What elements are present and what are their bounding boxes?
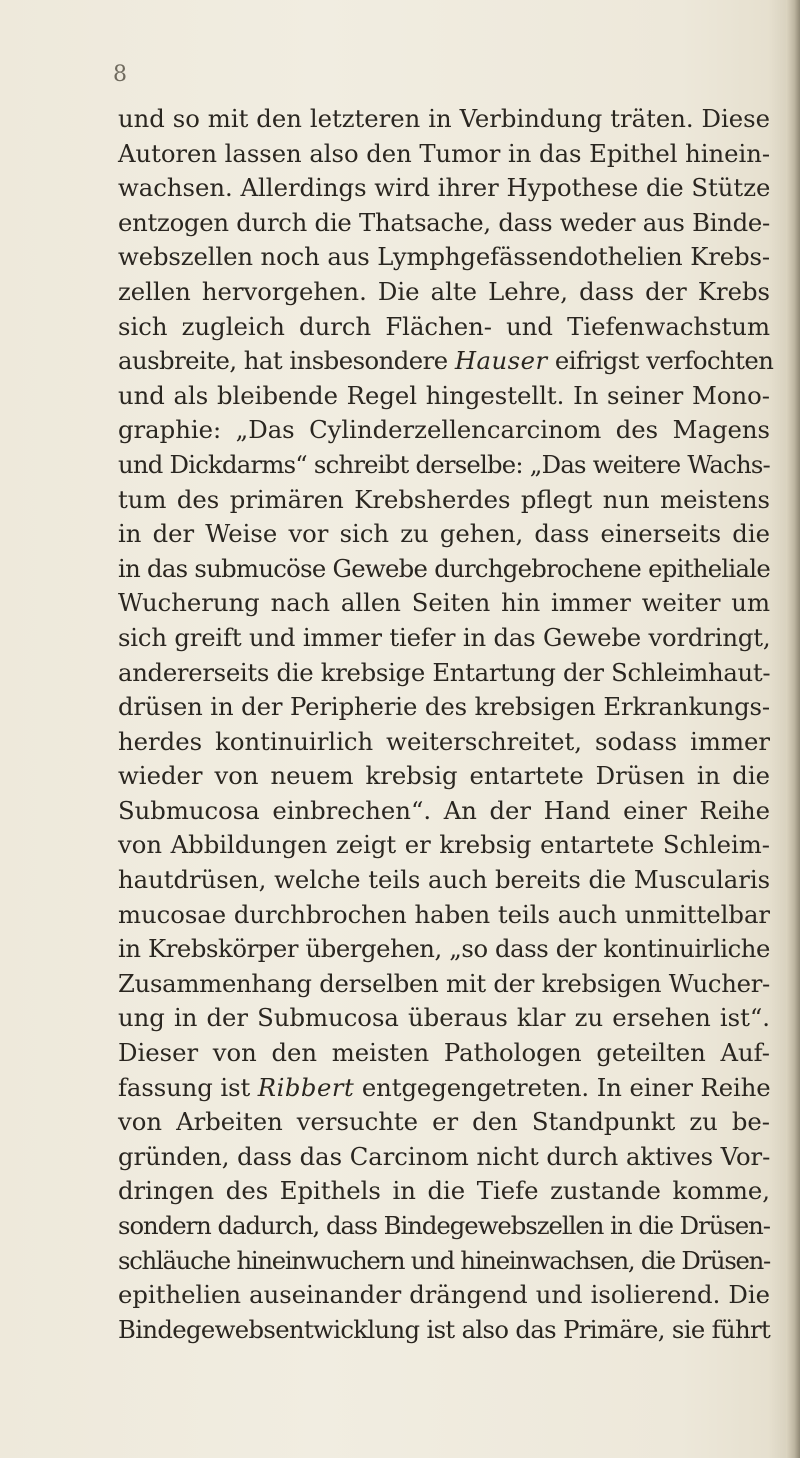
text-line bbox=[118, 1313, 770, 1348]
body-text bbox=[118, 102, 774, 1347]
text-line bbox=[118, 759, 770, 794]
text-line bbox=[118, 898, 770, 933]
text-span: fassung ist bbox=[118, 1072, 258, 1102]
text-line bbox=[118, 1209, 770, 1244]
text-span: drüsen in der Peripherie des krebsigen Erkrankungs- bbox=[118, 692, 770, 722]
text-line bbox=[118, 1036, 770, 1071]
text-line bbox=[118, 863, 770, 898]
text-line bbox=[118, 586, 770, 621]
text-span: Dieser von den meisten Pathologen geteilten Auf- bbox=[118, 1038, 770, 1068]
text-line bbox=[118, 725, 770, 760]
text-span: ausbreite, hat insbesondere bbox=[118, 346, 455, 376]
text-span: epithelien auseinander drängend und isolierend. Die bbox=[118, 1280, 770, 1310]
text-line bbox=[118, 1174, 770, 1209]
text-span: schläuche hineinwuchern und hineinwachsen, die Drüsen- bbox=[118, 1245, 770, 1275]
text-span: und als bleibende Regel hingestellt. In seiner Mono- bbox=[118, 380, 770, 410]
text-line bbox=[118, 932, 770, 967]
text-span: eifrigst verfochten bbox=[547, 346, 774, 376]
text-line bbox=[118, 310, 770, 345]
text-span: Zusammenhang derselben mit der krebsigen Wucher- bbox=[118, 968, 770, 998]
text-span: in Krebskörper übergehen, „so dass der kontinuirliche bbox=[118, 934, 770, 964]
text-line bbox=[118, 794, 770, 829]
page-number: 8 bbox=[113, 62, 128, 87]
text-span: entzogen durch die Thatsache, dass weder aus Binde- bbox=[118, 207, 770, 237]
text-line bbox=[118, 828, 770, 863]
text-span: graphie: „Das Cylinderzellencarcinom des Magens bbox=[118, 415, 770, 445]
text-span: herdes kontinuirlich weiterschreitet, sodass immer bbox=[118, 726, 770, 756]
text-span: entgegengetreten. In einer Reihe bbox=[354, 1072, 771, 1102]
text-line bbox=[118, 517, 770, 552]
text-line bbox=[118, 379, 770, 414]
text-line bbox=[118, 621, 770, 656]
text-span: dringen des Epithels in die Tiefe zustande komme, bbox=[118, 1176, 770, 1206]
text-span: gründen, dass das Carcinom nicht durch aktives Vor- bbox=[118, 1141, 771, 1171]
text-line bbox=[118, 171, 770, 206]
text-line bbox=[118, 483, 770, 518]
text-line bbox=[118, 206, 770, 241]
text-line bbox=[118, 552, 770, 587]
text-line bbox=[118, 137, 770, 172]
text-line bbox=[118, 967, 770, 1002]
text-span: tum des primären Krebsherdes pflegt nun meistens bbox=[118, 484, 770, 514]
text-span: wieder von neuem krebsig entartete Drüsen in die bbox=[118, 761, 770, 791]
text-line bbox=[118, 1244, 770, 1279]
text-span: webszellen noch aus Lymphgefässendothelien Krebs- bbox=[118, 242, 770, 272]
text-line bbox=[118, 1278, 770, 1313]
text-span: sich greift und immer tiefer in das Gewebe vordringt, bbox=[118, 622, 771, 652]
text-line bbox=[118, 690, 770, 725]
text-span: Autoren lassen also den Tumor in das Epithel hinein- bbox=[118, 138, 770, 168]
text-span: sich zugleich durch Flächen- und Tiefenwachstum bbox=[118, 311, 770, 341]
text-span: sondern dadurch, dass Bindegewebszellen in die Drüsen- bbox=[118, 1211, 770, 1240]
text-span: und Dickdarms“ schreibt derselbe: „Das weitere Wachs- bbox=[118, 449, 770, 479]
text-line bbox=[118, 1140, 770, 1175]
author-name: Hauser bbox=[454, 346, 548, 376]
text-span: mucosae durchbrochen haben teils auch unmittelbar bbox=[118, 899, 770, 929]
text-line bbox=[118, 656, 770, 691]
text-line bbox=[118, 413, 770, 448]
text-line bbox=[118, 1001, 770, 1036]
text-line bbox=[118, 102, 770, 137]
text-span: von Abbildungen zeigt er krebsig entartete Schleim- bbox=[118, 830, 770, 860]
text-line bbox=[118, 448, 770, 483]
text-span: von Arbeiten versuchte er den Standpunkt zu be- bbox=[118, 1107, 770, 1137]
text-span: hautdrüsen, welche teils auch bereits die Muscularis bbox=[118, 865, 771, 895]
text-span: ung in der Submucosa überaus klar zu ersehen ist“. bbox=[118, 1003, 770, 1033]
text-span: wachsen. Allerdings wird ihrer Hypothese die Stütze bbox=[118, 173, 771, 203]
text-line bbox=[118, 240, 770, 275]
text-line bbox=[118, 1105, 770, 1140]
author-name: Ribbert bbox=[257, 1072, 355, 1102]
text-span: in das submucöse Gewebe durchgebrochene epitheliale bbox=[118, 553, 771, 583]
page-edge-shadow bbox=[786, 0, 800, 1458]
text-line bbox=[118, 275, 770, 310]
text-span: in der Weise vor sich zu gehen, dass einerseits die bbox=[118, 519, 770, 549]
text-line bbox=[118, 1071, 770, 1106]
text-span: andererseits die krebsige Entartung der Schleimhaut- bbox=[118, 657, 771, 687]
text-line bbox=[118, 344, 774, 379]
text-span: Bindegewebsentwicklung ist also das Primäre, sie führt bbox=[118, 1314, 771, 1344]
text-span: Wucherung nach allen Seiten hin immer weiter um bbox=[118, 588, 770, 618]
text-span: zellen hervorgehen. Die alte Lehre, dass der Krebs bbox=[118, 276, 770, 306]
text-span: Submucosa einbrechen“. An der Hand einer Reihe bbox=[118, 795, 770, 825]
text-span: und so mit den letzteren in Verbindung träten. Diese bbox=[118, 104, 770, 133]
